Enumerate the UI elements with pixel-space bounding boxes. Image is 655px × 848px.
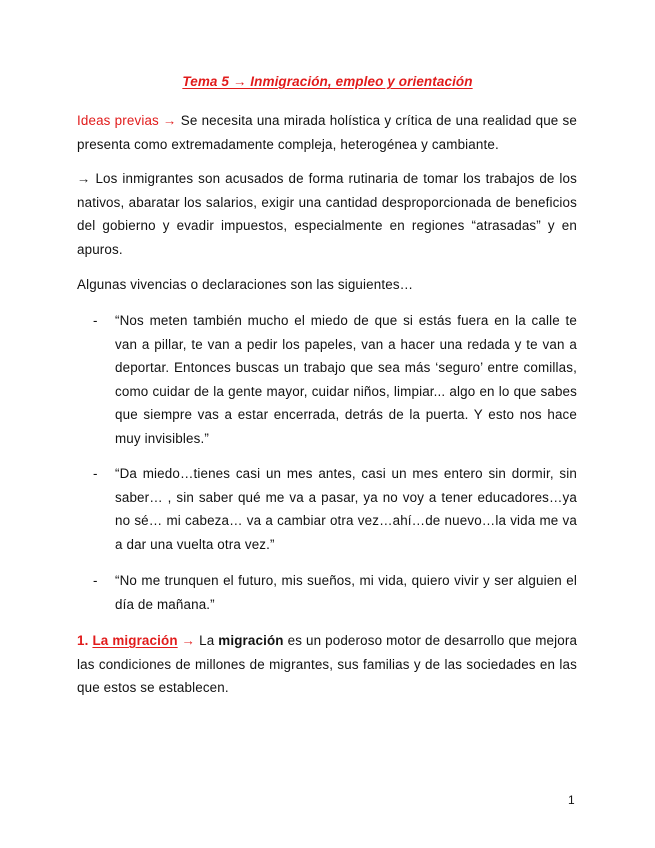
- section-bold-term: migración: [218, 633, 284, 648]
- page-title: Tema 5 → Inmigración, empleo y orientación: [182, 74, 473, 89]
- paragraph-immigrants: → Los inmigrantes son acusados de forma rutinaria de tomar los trabajos de los nativos, abaratar los salarios, exigir una cantidad desproporcionada de beneficios del gobierno y evadir impuestos, especialmente en regiones “atrasadas” y en apuros.: [77, 171, 577, 257]
- paragraph-experiences: Algunas vivencias o declaraciones son las siguientes…: [77, 277, 414, 292]
- quote-text: “Nos meten también mucho el miedo de que si estás fuera en la calle te van a pillar, te van a pedir los papeles, van a hacer una redada y te van a deportar. Entonces buscas un trabajo que sea más ‘seguro’ entre comillas, como cuidar de la gente mayor, cuidar niños, limpiar... algo en lo que sabes que siempre vas a estar encerrada, detrás de la puerta. Y esto nos hace muy invisibles.”: [115, 313, 577, 446]
- section-number: 1.: [77, 633, 89, 648]
- intro-lead: Ideas previas →: [77, 113, 177, 128]
- page-number: 1: [568, 793, 575, 807]
- quote-text: “Da miedo…tienes casi un mes antes, casi un mes entero sin dormir, sin saber… , sin saber qué me va a pasar, ya no voy a tener educadores…ya no sé… mi cabeza… va a cambiar otra vez…ahí…de nuevo…la vida me va a dar una vuelta otra vez.”: [115, 466, 577, 552]
- list-dash: -: [93, 466, 98, 481]
- section-1-paragraph: [77, 629, 577, 700]
- section-text-before: La: [195, 633, 219, 648]
- quote-text: “No me trunquen el futuro, mis sueños, mi vida, quiero vivir y ser alguien el día de mañana.”: [115, 573, 577, 612]
- intro-text: Se necesita una mirada holística y crítica de una realidad que se presenta como extremadamente compleja, heterogénea y cambiante.: [77, 113, 578, 152]
- section-text-after: es un poderoso motor de desarrollo que mejora las condiciones de millones de migrantes, sus familias y de las sociedades en las que estos se establecen.: [77, 633, 578, 696]
- list-dash: -: [93, 573, 98, 588]
- section-arrow: →: [181, 633, 196, 648]
- section-heading: La migración: [92, 633, 178, 648]
- list-dash: -: [93, 313, 98, 328]
- intro-paragraph: [77, 109, 577, 156]
